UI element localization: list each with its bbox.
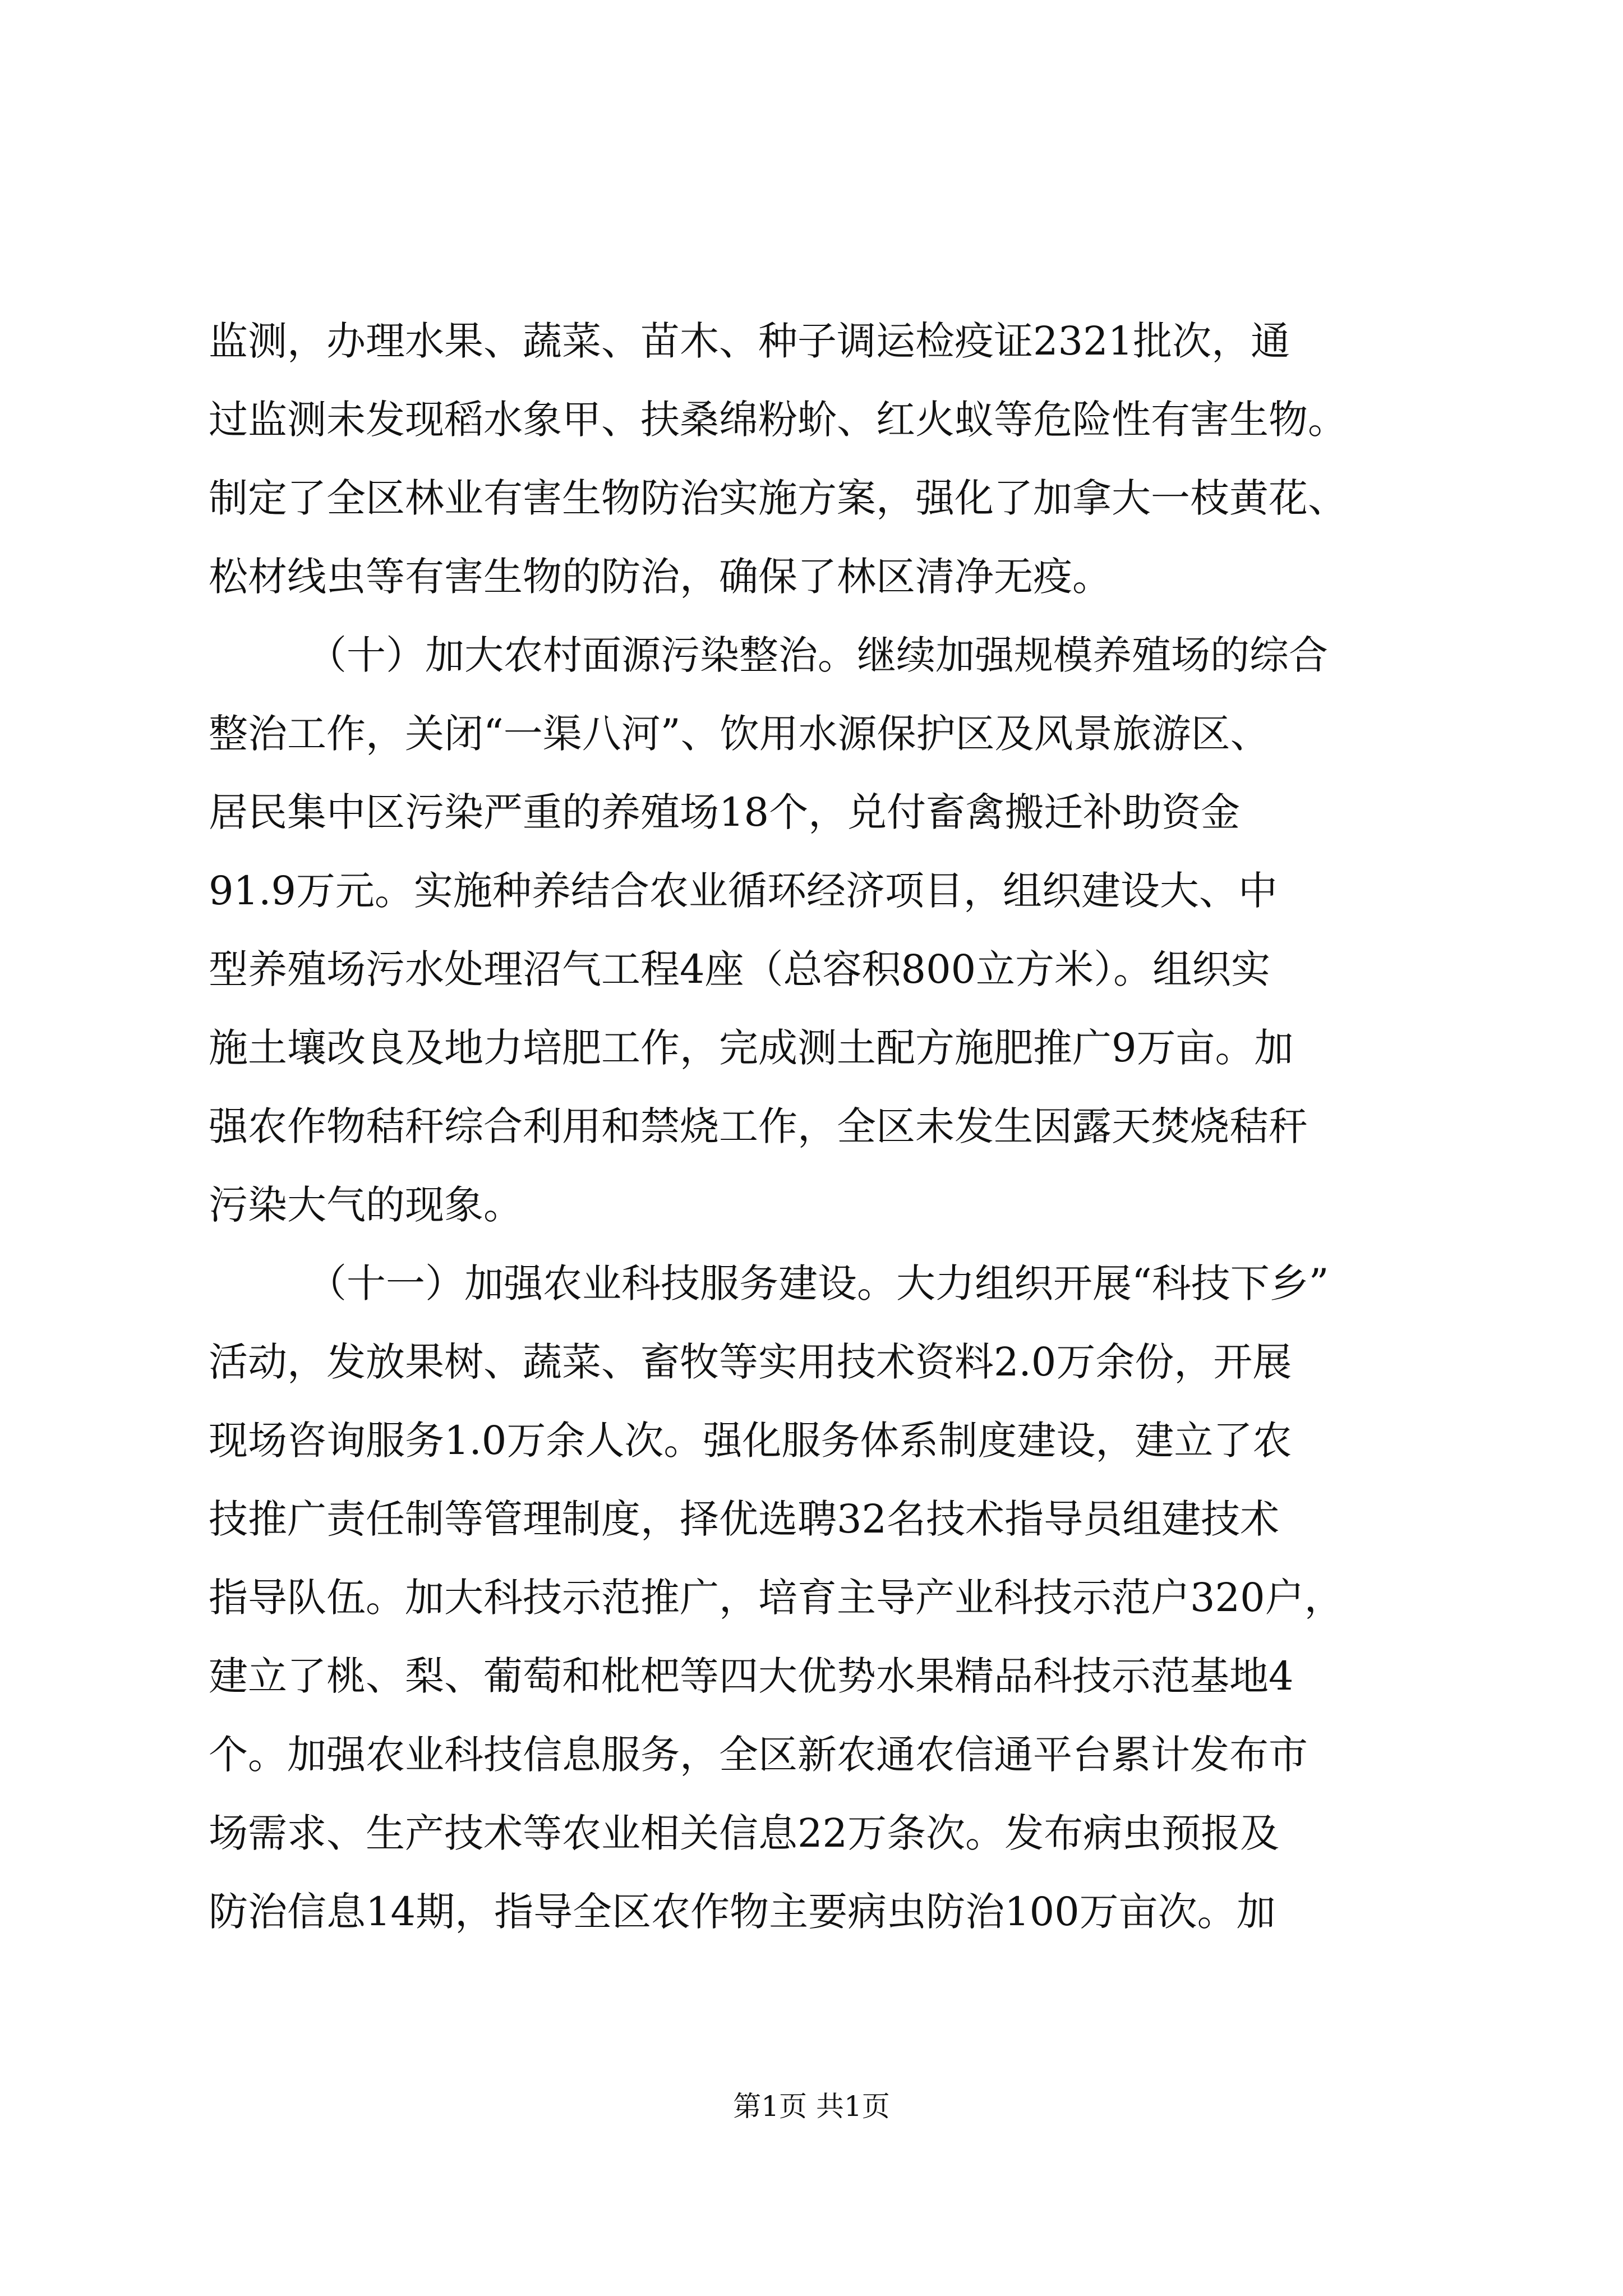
text-line: 场需求、生产技术等农业相关信息22万条次。发布病虫预报及 bbox=[209, 1810, 1280, 1856]
text-line: 施土壤改良及地力培肥工作，完成测土配方施肥推广9万亩。加 bbox=[209, 1025, 1294, 1071]
text-line: 居民集中区污染严重的养殖场18个，兑付畜禽搬迁补助资金 bbox=[209, 789, 1241, 835]
page-footer: 第1页 共1页 bbox=[733, 2090, 890, 2123]
text-line: 技推广责任制等管理制度，择优选聘32名技术指导员组建技术 bbox=[209, 1496, 1280, 1542]
text-line: 型养殖场污水处理沼气工程4座（总容积800立方米）。组织实 bbox=[209, 946, 1271, 992]
text-line: （十）加大农村面源污染整治。继续加强规模养殖场的综合 bbox=[307, 632, 1328, 678]
text-line: 现场咨询服务1.0万余人次。强化服务体系制度建设，建立了农 bbox=[209, 1418, 1292, 1464]
text-line: 制定了全区林业有害生物防治实施方案，强化了加拿大一枝黄花、 bbox=[209, 475, 1347, 521]
text-line: 指导队伍。加大科技示范推广，培育主导产业科技示范户320户， bbox=[209, 1575, 1344, 1621]
text-line: 个。加强农业科技信息服务，全区新农通农信通平台累计发布市 bbox=[209, 1732, 1308, 1778]
text-line: 强农作物秸秆综合利用和禁烧工作，全区未发生因露天焚烧秸秆 bbox=[209, 1103, 1308, 1149]
text-line: 91.9万元。实施种养结合农业循环经济项目，组织建设大、中 bbox=[209, 868, 1278, 914]
text-line: 过监测未发现稻水象甲、扶桑绵粉蚧、红火蚁等危险性有害生物。 bbox=[209, 397, 1347, 443]
text-line: 松材线虫等有害生物的防治，确保了林区清净无疫。 bbox=[209, 554, 1112, 600]
text-line: （十一）加强农业科技服务建设。大力组织开展“科技下乡” bbox=[307, 1260, 1329, 1306]
text-line: 防治信息14期，指导全区农作物主要病虫防治100万亩次。加 bbox=[209, 1889, 1276, 1935]
text-line: 整治工作，关闭“一渠八河”、饮用水源保护区及风景旅游区、 bbox=[209, 711, 1270, 757]
text-line: 污染大气的现象。 bbox=[209, 1182, 523, 1228]
text-line: 建立了桃、梨、葡萄和枇杷等四大优势水果精品科技示范基地4 bbox=[209, 1653, 1294, 1699]
text-line: 监测，办理水果、蔬菜、苗木、种子调运检疫证2321批次，通 bbox=[209, 318, 1290, 364]
text-line: 活动，发放果树、蔬菜、畜牧等实用技术资料2.0万余份，开展 bbox=[209, 1339, 1292, 1385]
